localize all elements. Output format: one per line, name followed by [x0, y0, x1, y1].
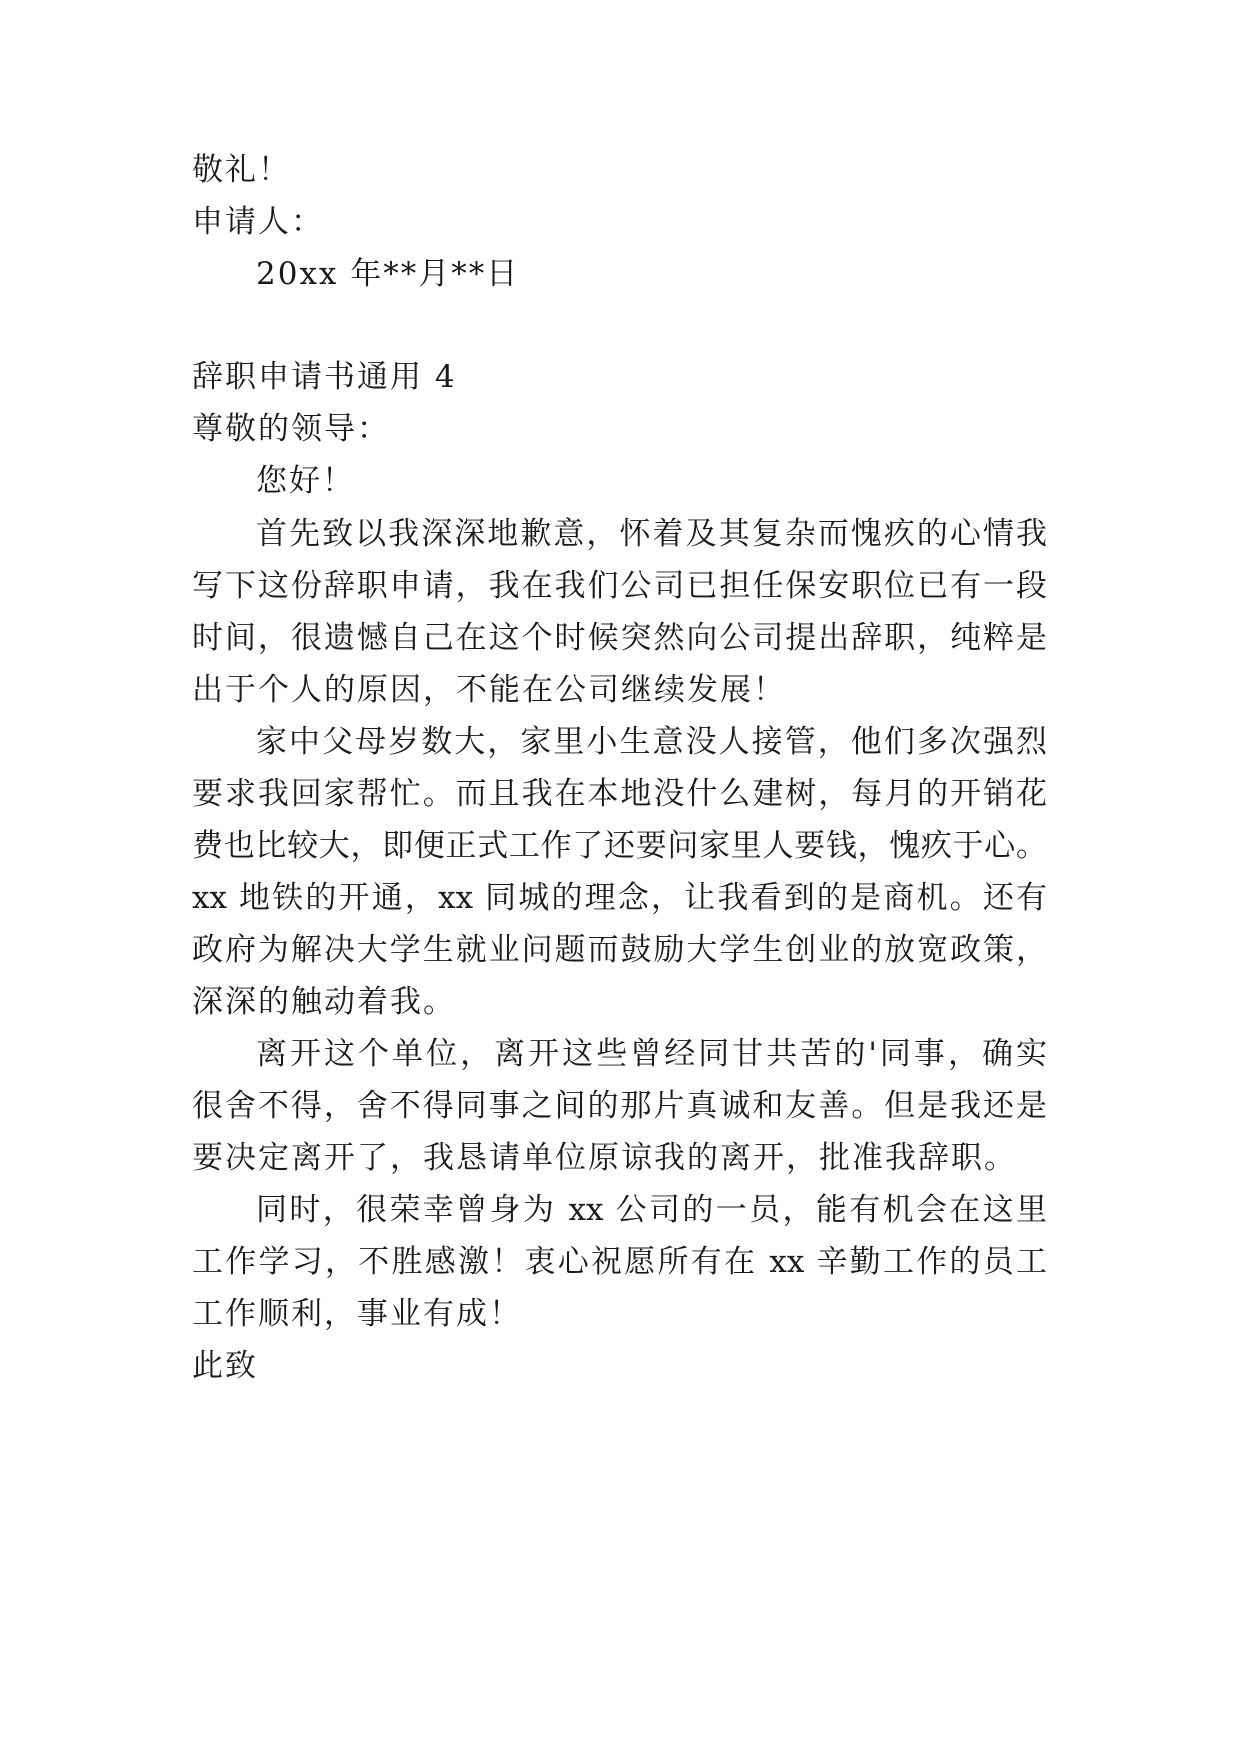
paragraph-4-line-2: 工作学习，不胜感激！衷心祝愿所有在 xx 辛勤工作的员工	[192, 1244, 1047, 1280]
paragraph-1-line-3: 时间，很遗憾自己在这个时候突然向公司提出辞职，纯粹是	[192, 620, 1047, 656]
paragraph-2-line-1: 家中父母岁数大，家里小生意没人接管，他们多次强烈	[256, 724, 1047, 760]
closing-line: 此致	[192, 1348, 258, 1384]
paragraph-2-line-6: 深深的触动着我。	[192, 984, 456, 1020]
paragraph-1-line-1: 首先致以我深深地歉意，怀着及其复杂而愧疚的心情我	[256, 516, 1047, 552]
paragraph-1-line-2: 写下这份辞职申请，我在我们公司已担任保安职位已有一段	[192, 568, 1047, 604]
greeting-line: 尊敬的领导：	[192, 411, 390, 447]
section-title: 辞职申请书通用 4	[192, 359, 457, 395]
applicant-line: 申请人：	[192, 204, 324, 240]
paragraph-2-line-3: 费也比较大，即便正式工作了还要问家里人要钱，愧疚于心。	[192, 828, 1047, 864]
date-line: 20xx 年**月**日	[256, 256, 520, 292]
paragraph-4-line-1: 同时，很荣幸曾身为 xx 公司的一员，能有机会在这里	[256, 1192, 1047, 1228]
hello-line: 您好！	[256, 463, 355, 499]
paragraph-3-line-2: 很舍不得，舍不得同事之间的那片真诚和友善。但是我还是	[192, 1088, 1047, 1124]
paragraph-2-line-4: xx 地铁的开通，xx 同城的理念，让我看到的是商机。还有	[192, 880, 1047, 916]
paragraph-1-line-4: 出于个人的原因，不能在公司继续发展！	[192, 672, 786, 708]
paragraph-4-line-3: 工作顺利，事业有成！	[192, 1296, 522, 1332]
salute-line: 敬礼！	[192, 152, 291, 188]
paragraph-3-line-1: 离开这个单位，离开这些曾经同甘共苦的'同事，确实	[256, 1036, 1047, 1072]
paragraph-2-line-5: 政府为解决大学生就业问题而鼓励大学生创业的放宽政策，	[192, 932, 1047, 968]
paragraph-2-line-2: 要求我回家帮忙。而且我在本地没什么建树，每月的开销花	[192, 776, 1047, 812]
paragraph-3-line-3: 要决定离开了，我恳请单位原谅我的离开，批准我辞职。	[192, 1140, 1017, 1176]
